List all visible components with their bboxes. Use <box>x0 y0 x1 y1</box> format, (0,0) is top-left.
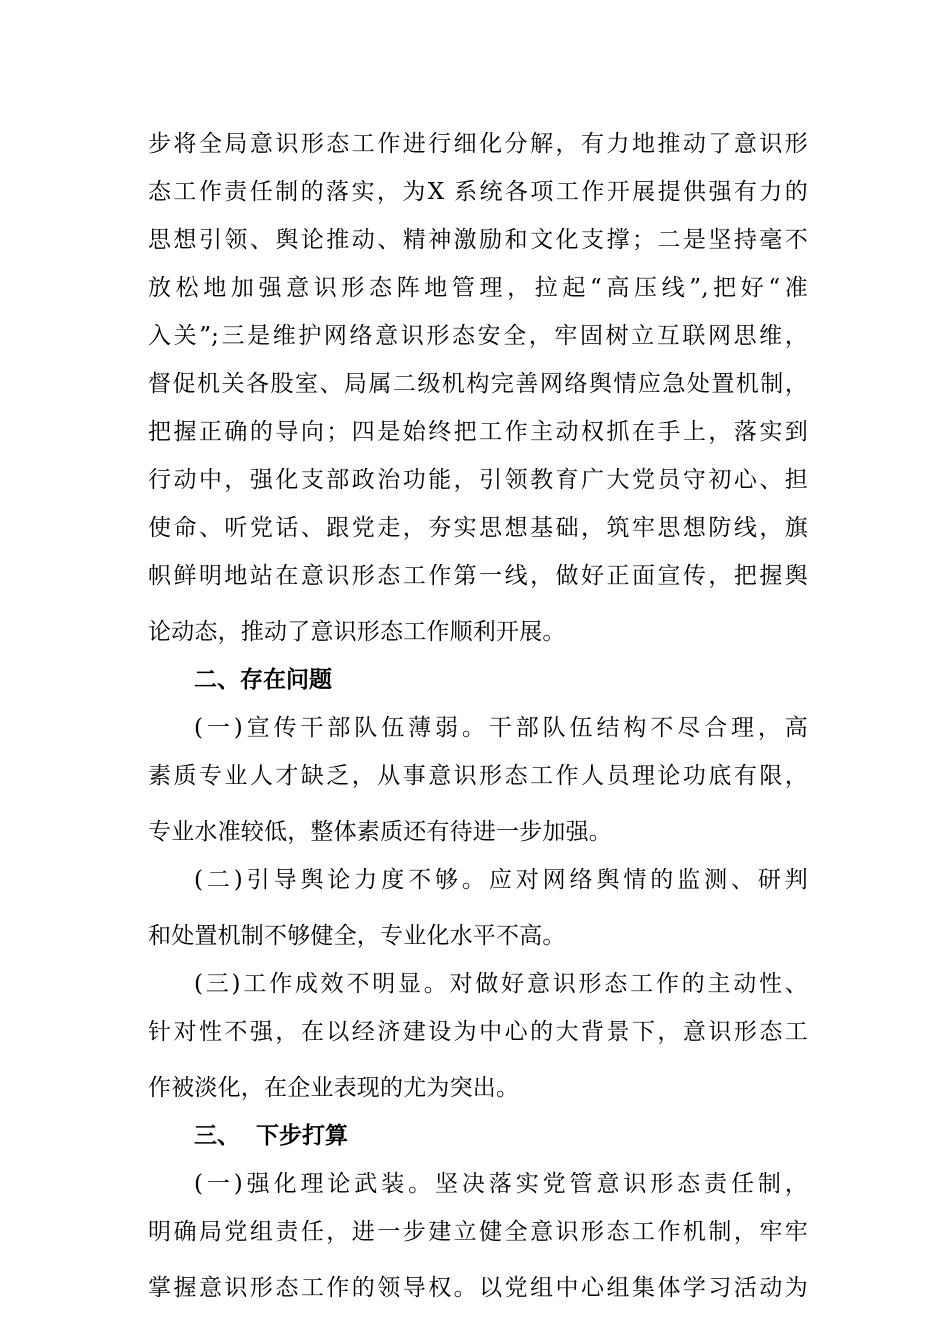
text-line: 思想引领、舆论推动、精神激励和文化支撑；二是坚持毫不 <box>148 227 808 253</box>
text-line: 行动中，强化支部政治功能，引领教育广大党员守初心、担 <box>148 467 808 493</box>
problem-item-3 <box>148 960 808 1112</box>
text-line: (一)强化理论武装。坚决落实党管意识形态责任制， <box>194 1171 808 1197</box>
section-heading-problems: 二、存在问题 <box>194 667 332 693</box>
text-line: 使命、听党话、跟党走，夯实思想基础，筑牢思想防线，旗 <box>148 515 808 541</box>
text-line: 作被淡化，在企业表现的尤为突出。 <box>148 1075 520 1101</box>
text-line: 把握正确的导向；四是始终把工作主动权抓在手上，落实到 <box>148 419 808 445</box>
text-line: 专业水准较低，整体素质还有待进一步加强。 <box>148 819 612 845</box>
problem-item-2 <box>148 856 808 960</box>
text-line: 明确局党组责任，进一步建立健全意识形态工作机制，牢牢 <box>148 1219 808 1245</box>
text-line: 素质专业人才缺乏，从事意识形态工作人员理论功底有限， <box>148 763 808 789</box>
text-line: 督促机关各股室、局属二级机构完善网络舆情应急处置机制， <box>148 371 808 397</box>
text-line: (一)宣传干部队伍薄弱。干部队伍结构不尽合理，高 <box>194 715 808 741</box>
plan-item-1 <box>148 1160 808 1312</box>
text-line: (二)引导舆论力度不够。应对网络舆情的监测、研判 <box>194 867 808 893</box>
section-heading-plans: 三、 下步打算 <box>194 1123 349 1149</box>
text-line: 入关”;三是维护网络意识形态安全，牢固树立互联网思维， <box>148 323 808 349</box>
problem-item-1 <box>148 704 808 856</box>
text-line: 帜鲜明地站在意识形态工作第一线，做好正面宣传，把握舆 <box>148 563 808 589</box>
text-line: (三)工作成效不明显。对做好意识形态工作的主动性、 <box>194 971 808 997</box>
intro-paragraph <box>148 120 808 656</box>
document-body <box>148 120 808 1312</box>
text-line: 论动态，推动了意识形态工作顺利开展。 <box>148 619 566 645</box>
text-line: 和处置机制不够健全，专业化水平不高。 <box>148 923 566 949</box>
text-line: 步将全局意识形态工作进行细化分解，有力地推动了意识形 <box>148 131 808 157</box>
text-line: 放松地加强意识形态阵地管理，拉起“高压线”,把好“准 <box>148 275 808 301</box>
text-line: 针对性不强，在以经济建设为中心的大背景下，意识形态工 <box>148 1019 808 1045</box>
text-line: 态工作责任制的落实，为X 系统各项工作开展提供强有力的 <box>148 179 808 205</box>
text-line: 掌握意识形态工作的领导权。以党组中心组集体学习活动为 <box>148 1275 808 1301</box>
